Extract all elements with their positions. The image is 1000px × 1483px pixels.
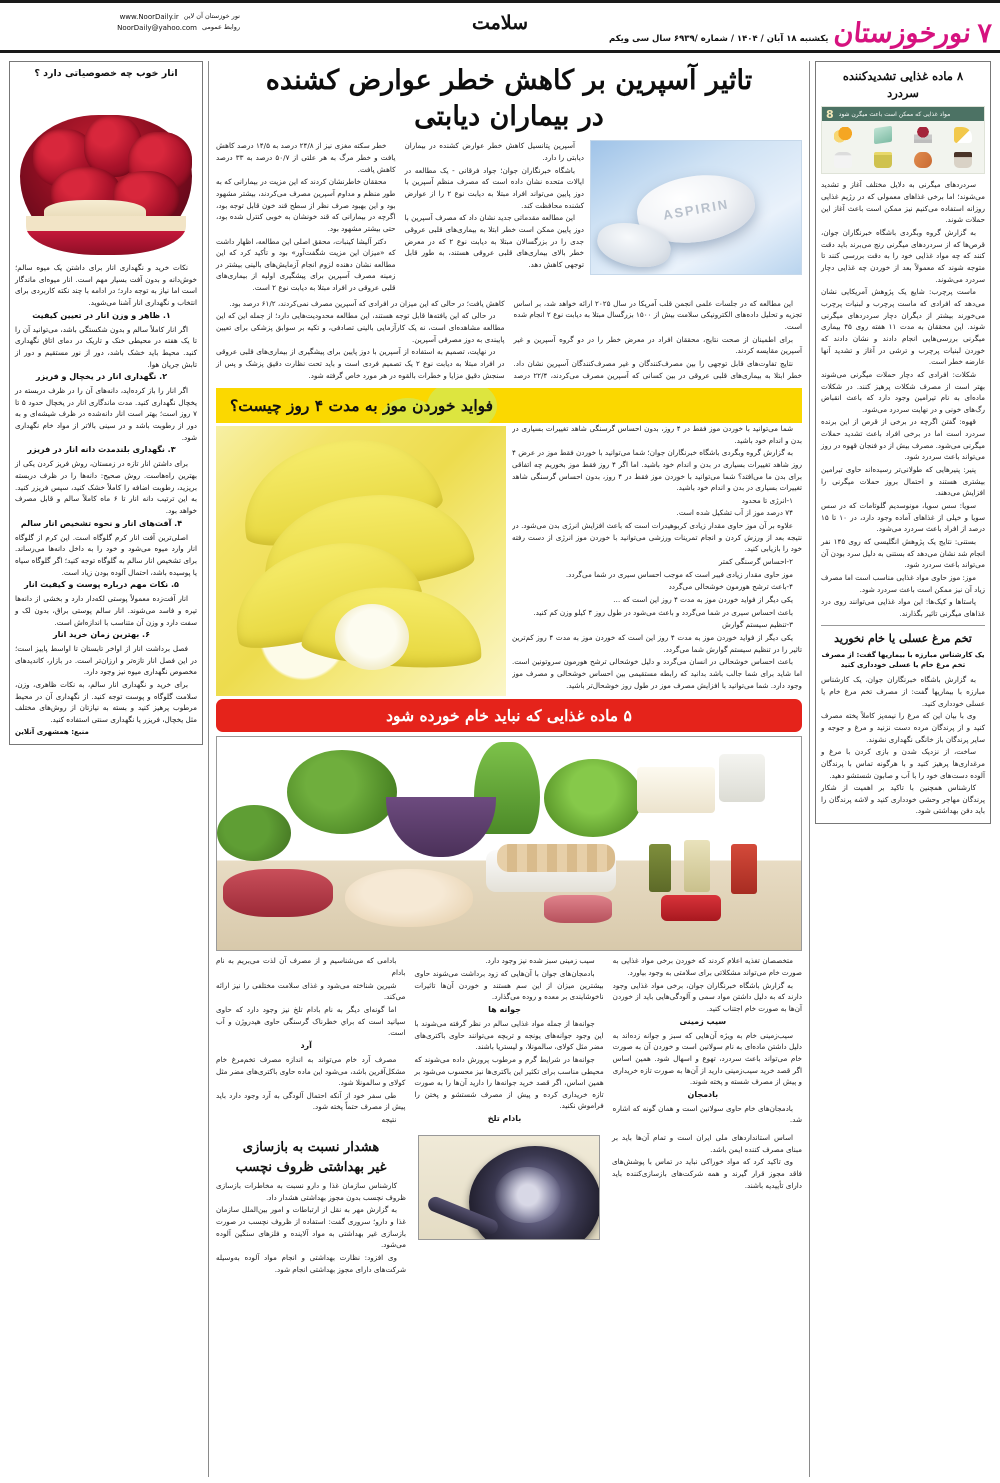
banana-banner xyxy=(216,388,802,423)
section-title: سلامت xyxy=(471,12,529,34)
raw-food-article-body xyxy=(216,955,802,1127)
paragraph: به گزارش باشگاه خبرنگاران جوان، برخی مواد غذایی وجود دارند که به دلیل داشتن مواد سمی و آلودگی‌هایی باید از خوردن آن‌ها به صورت خام اجتناب کنید. xyxy=(612,980,802,1013)
email-address[interactable]: NoorDaily@yahoo.com xyxy=(117,23,197,32)
pan-article-title: هشدار نسبت به بازسازی غیر بهداشتی ظروف نچسب xyxy=(235,1140,387,1175)
cheese-icon xyxy=(954,127,972,143)
subheading: سیب زمینی xyxy=(679,1016,727,1026)
paragraph: سیب زمینی سبز شده نیز وجود دارد. xyxy=(485,956,595,966)
paragraph: ۱-انرژی تا محدود xyxy=(741,495,793,505)
pan-article xyxy=(216,1132,802,1276)
paragraph: مصرف آرد خام می‌تواند به اندازه مصرف تخم‌مرغ خام مشکل‌آفرین باشد، می‌شود این ماده حاوی باکتری‌های مضر مثل کولای و سالمونلا شود. xyxy=(216,1054,406,1088)
subheading: جوانه ها xyxy=(488,1004,521,1014)
paragraph: یکی دیگر از فواید خوردن موز به مدت ۴ روز این است که خوردن موز به مدت ۴ روز کم‌ترین تاثیر را در تنظیم سیستم گوارش شما می‌گردد. xyxy=(512,633,802,654)
paragraph: موز: موز حاوی مواد غذایی مناسب است اما مصرف زیاد آن نیز ممکن است باعث سردرد شود. xyxy=(821,573,985,594)
subheading: ۵. نکات مهم درباره پوست و کیفیت انار xyxy=(24,580,179,590)
paragraph: سویا: سس سویا، مونوسدیم گلوتامات که در سس سویا و خیلی از غذاهای آماده وجود دارد، در ۱۰ تا ۱۵ درصد از افراد باعث سردرد می‌شود. xyxy=(821,501,985,534)
headache-foods-title: ۸ ماده غذایی تشدیدکننده سردرد xyxy=(842,69,964,100)
infographic-number: 8 xyxy=(826,107,834,121)
raw-food-photo xyxy=(216,736,802,951)
chicken-icon xyxy=(345,869,473,927)
page-number: ۷ xyxy=(977,18,992,49)
paragraph: شیرین شناخته می‌شود و غذای سلامت مختلفی را نیز ارائه می‌کند. xyxy=(216,980,406,1002)
pomegranate-article xyxy=(9,61,203,745)
pomegranate-rind-icon xyxy=(26,216,186,255)
icon-cell xyxy=(904,123,943,147)
sausage-icon xyxy=(914,152,932,168)
website-url[interactable]: www.NoorDaily.ir xyxy=(119,13,179,21)
pan-scratch-icon xyxy=(495,1167,561,1223)
subheading: ۶. بهترین زمان خرید انار xyxy=(53,630,150,640)
pan-article-body-right xyxy=(216,1180,406,1275)
paragraph: بستنی: نتایج یک پژوهش انگلیسی که روی ۱۴۵ نفر انجام شد نشان می‌دهد که بستنی به دلیل سرد بودن آن می‌تواند باعث سردرد شود. xyxy=(821,537,985,570)
pan-article-left xyxy=(612,1132,802,1276)
lettuce-icon xyxy=(544,759,642,837)
paragraph: کارشناس همچنین با تاکید بر اهمیت از شکار پرندگان مهاجر وحشی خودداری کنید و لاشه پرندگان را باید دفن بهداشتی شود. xyxy=(821,783,985,816)
banana-article xyxy=(216,423,802,692)
pan-article-body-left xyxy=(612,1132,802,1191)
newspaper-logo-text: نورخوزستان xyxy=(832,18,974,49)
paragraph: یکی دیگر از فواید خوردن موز به مدت ۴ روز این است که … xyxy=(613,595,793,605)
aspirin-article-continued xyxy=(216,298,802,382)
infographic-header xyxy=(822,107,984,121)
banana-article-body xyxy=(512,423,802,692)
paragraph: به گزارش گروه وبگردی باشگاه خبرنگاران جوان، قرص‌ها که از سردردهای میگرنی رنج می‌برند باید دقت کنند که چه مواد غذایی خود را به دقت بررسی کنند تا متوجه شوند که معمولاً بعد از خوردن چه غذایی دچار سردرد می‌شوند. xyxy=(821,227,985,284)
subheading: ۳. نگهداری بلندمدت دانه انار در فریزر xyxy=(27,445,176,455)
paragraph: بادمجان‌های خام حاوی سولانین است و همان گونه که اشاره شد. xyxy=(612,1103,802,1125)
raw-food-banner-text: ۵ ماده غذایی که نباید خام خورده شود xyxy=(386,706,632,726)
paragraph: برای داشتن انار تازه در زمستان، روش فریز کردن یکی از بهترین راه‌هاست. روش صحیح: دانه‌ها را در ظرف دربسته بریزید، رطوبت اضافه را کاملاً خشک کنید، سپس فریزر کنید. به این ترتیب دانه انار تا ۶ ماه کاملاً سالم و قابل مصرف خواهد بود. xyxy=(15,459,197,516)
kale-icon xyxy=(217,805,291,861)
salt-shaker-icon xyxy=(834,152,852,168)
paragraph: قهوه: گفتن اگرچه در برخی از قرص از این برنده سردرد است اما در برخی افراد باعث تشدید حملات میگرنی می‌شود. مصرف بیش از دو فنجان قهوه در روز می‌تواند باعث سردرد شود. xyxy=(821,417,985,462)
paragraph: سیب‌زمینی خام به ویژه آن‌هایی که سبز و جوانه زده‌اند به دلیل داشتن ماده‌ای به نام سولانین است و خوردن آن به صورت خام می‌تواند باعث سردرد، تهوع و اسهال شود. همین اساس اگر قصد خرید سیب‌زمینی دارید از آن‌ها به صورت تازه خریداری و پیش از مصرف شسته و پخته شوند. xyxy=(612,1030,802,1087)
aspirin-photo xyxy=(590,140,802,275)
nonstick-pan-photo xyxy=(418,1135,600,1240)
icon-cell xyxy=(943,123,982,147)
left-sidebar xyxy=(6,61,206,1477)
paragraph: شکلات: افرادی که دچار حملات میگرنی می‌شوند بهتر است از مصرف شکلات پرهیز کنند. در شکلات ماده‌ای به نام تیرامین وجود دارد که باعث انقباض رگ‌های خونی و در نهایت سردرد می‌شود. xyxy=(821,369,985,414)
paragraph: باشگاه خبرنگاران جوان؛ جواد فرقانی - یک مطالعه در ایالات متحده نشان داده است که مصرف منظم آسپرین با دوز پایین می‌تواند افراد مبتلا به دیابت نوع ۲ را از عوارض کشنده محافظت کند. xyxy=(404,165,584,210)
paragraph: در نهایت، تصمیم به استفاده از آسپرین با دوز پایین برای پیشگیری از بیماری‌های قلبی عروقی در افراد مبتلا به دیابت نوع ۲ یک تصمیم فردی است و باید تحت نظارت دقیق پزشک و پس از سنجش دقیق مزایا و خطرات بالقوه در هر مورد خاص گرفته شود. xyxy=(216,347,505,380)
paragraph: فصل برداشت انار از اواخر تابستان تا اواسط پاییز است؛ در این فصل انار تازه‌تر و ارزان‌تر است. در بازار، کاندیدهای مخصوص نگهداری میوه نیز وجود دارد. xyxy=(15,644,197,677)
paragraph: اصلی‌ترین آفت انار کرم گلوگاه است. این کرم از گلوگاه انار وارد میوه می‌شود و خود را به داخل دانه‌ها می‌رساند. برای تشخیص انار سالم به گلوگاه توجه کنید؛ اگر گلوگاه سیاه یا پوسیده باشد، احتمال آلوده بودن زیاد است. xyxy=(15,532,197,577)
subheading: بادمجان xyxy=(687,1089,719,1099)
email-label: روابط عمومی xyxy=(201,22,240,31)
migraine-infographic xyxy=(821,106,985,174)
paragraph: آسپرین پتانسیل کاهش خطر عوارض کشنده در بیماران دیابتی را دارد. xyxy=(404,141,584,162)
website-label: نور خوزستان آن لاین xyxy=(183,12,240,20)
paragraph: برای اطمینان از صحت نتایج، محققان افراد در معرض خطر را در دو گروه آسپرین و غیر آسپرین مقایسه کردند. xyxy=(513,334,802,356)
banana-banner-text: فواید خوردن موز به مدت ۴ روز چیست؟ xyxy=(230,395,494,415)
paragraph: محققان خاطرنشان کردند که این مزیت در بیمارانی که به طور منظم و مداوم آسپرین مصرف می‌کردند، بیشتر مشهود بود و این بهبود صرف نظر از سطح قند خون قابل توجه بود، اگرچه در بیمارانی که قند خونشان به خوبی کنترل شده بود، حتی بیشتر مشهود بود. xyxy=(216,177,396,233)
headache-foods-body xyxy=(821,179,985,619)
aspirin-hero-row xyxy=(216,140,802,294)
icon-cell xyxy=(864,148,903,172)
wine-icon xyxy=(914,127,932,143)
paragraph: پاستاها و کیک‌ها: این مواد غذایی می‌توانند روی درد غذاهای میگرنی تاثیر بگذارند. xyxy=(821,597,985,618)
center-column xyxy=(211,61,807,1477)
masthead-bottom-rule xyxy=(0,50,1000,53)
paragraph: ۷۴ درصد موز از آب تشکیل شده است. xyxy=(676,508,793,518)
paragraph: علاوه بر آن موز حاوی مقدار زیادی کربوهیدرات است که باعث افزایش انرژی بدن می‌شود. در نتیجه بعد از ورزش کردن و انجام تمرینات ورزشی می‌توانید با خوردن موز انرژی از دست رفته خود را بازیابی کنید. xyxy=(512,521,802,554)
paragraph: بادامی که می‌شناسیم و از مصرف آن لذت می‌بریم به نام بادام xyxy=(216,956,406,977)
aspirin-article-body xyxy=(216,140,584,294)
subheading: آرد xyxy=(300,1040,312,1050)
raw-food-banner xyxy=(216,699,802,732)
column-divider xyxy=(208,61,209,1477)
basket-icon xyxy=(386,797,496,857)
paragraph: نتیجه xyxy=(381,1115,397,1125)
egg-article-title: تخم مرغ عسلی یا خام نخورید xyxy=(834,631,972,645)
masthead xyxy=(0,0,1000,54)
paragraph: این مطالعه که در جلسات علمی انجمن قلب آمریکا در سال ۲۰۲۵ ارائه خواهد شد، بر اساس تجزیه و تحلیل داده‌های الکترونیکی سلامت بیش از ۱۵۰۰ بزرگسال مبتلا به دیابت نوع ۲ انجام شده است. xyxy=(513,298,802,332)
icon-cell xyxy=(824,148,863,172)
infographic-icon-grid xyxy=(822,121,984,173)
paragraph: پنیر: پنیرهایی که طولانی‌تر رسیده‌اند حاوی تیرامین بیشتری هستند و احتمال بروز حملات میگرنی را افزایش می‌دهند. xyxy=(821,465,985,498)
pan-article-center xyxy=(414,1132,604,1276)
page-body xyxy=(0,57,1000,1483)
processed-meat-icon xyxy=(874,126,892,145)
paragraph: به گزارش مهر به نقل از ارتباطات و امور بین‌الملل سازمان غذا و دارو؛ سروری گفت: استفاده از ظروف نچسب در صورت بازسازی غیر بهداشتی به مواد آلاینده و فلزهای سنگین آلوده می‌شود. xyxy=(216,1205,406,1250)
subheading: ۴. آفت‌های انار و نحوه تشخیص انار سالم xyxy=(20,518,183,528)
headache-foods-article xyxy=(815,61,991,824)
divider xyxy=(821,625,985,626)
paragraph: نتایج تفاوت‌های قابل توجهی را بین مصرف‌کنندگان و غیر مصرف‌کنندگان آسپرین نشان داد. خطر ابتلا به بیماری‌های قلبی عروقی در بین کسانی که آسپرین مصرف می‌کردند، ۲۲/۴ درصد کاهش یافت؛ در حالی که این میزان در افرادی که آسپرین مصرف نمی‌کردند، ۶۱/۲ درصد بود. xyxy=(229,298,802,380)
paragraph: این مطالعه مقدماتی جدید نشان داد که مصرف آسپرین با دوز پایین ممکن است خطر ابتلا به بیماری‌های قلبی عروقی جدی را در بزرگسالان مبتلا به دیابت نوع ۲ که در معرض خطر بالای بیماری‌های قلبی عروقی هستند، به طور قابل توجهی کاهش دهد. xyxy=(404,213,584,269)
banana-photo xyxy=(216,426,506,696)
banana-cut-end xyxy=(335,604,409,670)
parsley-icon xyxy=(287,750,397,834)
eggs-icon xyxy=(497,844,615,872)
column-divider xyxy=(809,61,810,1477)
pickle-jar-icon xyxy=(649,844,671,892)
pomegranate-source: منبع: همشهری آنلاین xyxy=(15,727,89,736)
paragraph: موز حاوی مقدار زیادی فیبر است که موجب احساس سیری در شما می‌گردد. xyxy=(565,569,793,579)
cheese-block-icon xyxy=(637,767,715,813)
paragraph: به گزارش گروه وبگردی باشگاه خبرنگاران جوان؛ شما می‌توانید با خوردن فقط موز در عرض ۴ روز شاهد تغییرات بسیاری در بدن و اندام خود باشید. اما اگر ۴ روز فقط موز بخوریم چه اتفاقی برای بدن ما می‌افتد؟ شما می‌توانید با خوردن موز فقط در ۴ روز، بدون احساس گرسنگی شاهد تغییرات بسیاری در بدن و اندام خود باشید. xyxy=(512,448,802,493)
main-headline: تاثیر آسپرین بر کاهش خطر عوارض کشنده در بیماران دیابتی xyxy=(265,65,753,132)
paragraph: وی با بیان این که مرغ را نیمه‌پز کاملاً پخته مصرف کنید و از پرندگان مرده دست نزنید و مرغ و جوجه و سایر پرندگان باز خانگی نگهداری نشوند. xyxy=(821,711,985,744)
paragraph: ۳-تنظیم سیستم گوارش xyxy=(722,620,793,630)
icon-cell xyxy=(864,123,903,147)
paragraph: بادمجان‌های جوان با آن‌هایی که زود برداشت می‌شوند حاوی بیشترین میزان از این سم هستند و خوردن آن‌ها تاثیرات ناخوشایندی بر معده و روده می‌گذارد. xyxy=(414,968,604,1002)
infographic-caption: مواد غذایی که ممکن است باعث میگرن شود xyxy=(838,110,951,118)
paragraph: ماست پرچرب: شایع یک پژوهش آمریکایی نشان می‌دهد که افرادی که ماست پرچرب و لبنیات پرچرب می‌خورند بیشتر از دیگران دچار سردردهای میگرنی شوند. این محققان به مدت ۱۱ هفته روی ۴۵ بیماری میگرنی بررسی‌هایی انجام دادند و نشان دادند که خوردن لبنیات پرچرب و ترشی در آغاز و تشدید آنها عارضه خطر است. xyxy=(821,287,985,367)
pomegranate-body xyxy=(15,262,197,738)
icon-cell xyxy=(904,148,943,172)
paragraph: باعث احساس خوشحالی در انسان می‌گردد و دلیل خوشحالی ترشح هورمون سروتونین است. اما شاید برای شما جالب باشد بدانید که رابطه مستقیمی بین احساس خوشحالی و مصرف موز وجود دارد. شما می‌توانید با افزایش مصرف موز در طول روز خوشحال‌تر باشید. xyxy=(512,657,802,690)
subheading: بادام تلخ xyxy=(487,1114,522,1124)
subheading: ۲. نگهداری انار در یخچال و فریزر xyxy=(35,372,168,382)
paragraph: خطر سکته مغزی نیز از ۲۴/۸ درصد به ۱۴/۵ درصد کاهش یافت و خطر مرگ به هر علتی از ۵۰/۷ درصد به ۳۳ درصد کاهش یافت. xyxy=(216,141,396,174)
paragraph: برای خرید و نگهداری انار سالم، به نکات ظاهری، وزن، سلامت گلوگاه و پوست توجه کنید. از نگهداری آن در محیط مرطوب پرهیز کنید و بسته به نیازتان از روش‌های مختلف مثل یخچال، فریزر یا نگهداری سنتی استفاده کنید. xyxy=(15,680,197,725)
raw-meat-icon xyxy=(223,869,333,917)
icon-cell xyxy=(943,148,982,172)
tomato-jar-icon xyxy=(731,844,757,894)
paragraph: جوانه‌ها از جمله مواد غذایی سالم در نظر گرفته می‌شوند با این وجود جوانه‌های یونجه و تربچه می‌توانند حاوی باکتری‌های مضر مثل کولای، سالمونلا، و لیستریا باشند. xyxy=(414,1018,604,1052)
paragraph: اگر انار را باز کرده‌اید، دانه‌های آن را در ظرف دربسته در یخچال نگهداری کنید. مدت ماندگاری انار در یخچال حدود ۵ تا ۷ روز است؛ بهتر است انار دانه‌شده در ظرف شیشه‌ای و به دور از رطوبت باشد و در سینی بالاتر از مواد خام نگهداری شود. xyxy=(15,386,197,442)
paragraph: ۲-احساس گرسنگی کمتر xyxy=(718,557,793,567)
paragraph: وی تاکید کرد که مواد خوراکی نباید در تماس با پوشش‌های فاقد مجوز قرار گیرند و همه شرکت‌های بازسازی‌کننده باید دارای تأییدیه باشند. xyxy=(612,1157,802,1190)
masthead-top-rule xyxy=(0,0,1000,3)
paragraph: شما می‌توانید با خوردن موز فقط در ۴ روز، بدون احساس گرسنگی شاهد تغییرات بسیاری در بدن و اندام خود باشید. xyxy=(512,423,802,445)
egg-article-body xyxy=(821,674,985,817)
steak-icon xyxy=(544,895,612,923)
issue-info: یکشنبه ۱۸ آبان / ۱۴۰۴ / شماره /۶۹۳۹ سال سی ویکم xyxy=(609,33,829,44)
paragraph: اساس استانداردهای ملی ایران است و تمام آن‌ها باید بر مبنای مصرف کننده ایمن باشد. xyxy=(612,1133,802,1154)
paragraph: باعث احساس سیری در شما می‌گردد و باعث می‌شود در طول روز ۴ کیلو وزن کم کنید. xyxy=(533,607,793,617)
chopped-meat-icon xyxy=(661,895,721,921)
paragraph: طی سفر خود از آنکه احتمال آلودگی به آرد وجود دارد باید پیش از مصرف حتماً پخته شود. xyxy=(216,1090,406,1112)
pickle-jar-icon xyxy=(874,152,892,168)
pomegranate-photo xyxy=(15,83,197,258)
coffee-icon xyxy=(954,152,972,168)
paragraph: در حالی که این یافته‌ها قابل توجه هستند، این مطالعه محدودیت‌هایی دارد؛ از جمله این که این مطالعه مشاهده‌ای است، نه یک کارآزمایی بالینی تصادفی، و تکیه بر سوابق پزشکی برای تعیین پایبندی به دوز مصرفی آسپرین. xyxy=(216,311,505,344)
paragraph: ساخت، از نزدیک شدن و بازی کردن با مرغ و مرغداری‌ها پرهیز کنید و با هرگونه تماس با پرندگان آلوده دست‌های خود را با آب و صابون شستشو دهید. xyxy=(821,747,985,780)
paragraph: انار آفت‌زده معمولاً پوستی لکه‌دار دارد و بخشی از دانه‌ها تیره و فاسد می‌شوند. انار سالم پوستی براق، بدون لک و سفت دارد و وزن آن متناسب با اندازه‌اش است. xyxy=(15,594,197,627)
paragraph: جوانه‌ها در شرایط گرم و مرطوب پرورش داده می‌شوند که محیطی مناسب برای تکثیر این باکتری‌ها نیز محسوب می‌شود بر همین اساس، اگر قصد خرید جوانه‌ها را دارید آن‌ها را به صورت تازه خریداری کرده و پیش از مصرف شستشو و پختن را فراموش نکنید. xyxy=(414,1054,604,1111)
contact-block xyxy=(10,12,240,33)
egg-article-lead: یک کارشناس مبارزه با بیماریها گفت: از مصرف تخم مرغ خام یا عسلی خودداری کنید xyxy=(821,650,985,670)
paragraph: وی افزود: نظارت بهداشتی و انجام مواد آلوده به‌وسیله شرکت‌های دارای مجوز بهداشتی انجام شود. xyxy=(216,1252,406,1274)
paragraph: اگر انار کاملاً سالم و بدون شکستگی باشد، می‌توانید آن را تا یک هفته در محیطی خنک و تاریک در دمای اتاق نگهداری کنید. محیط باید خشک باشد، دور از نور مستقیم و دور از تابش جریان هوا. xyxy=(15,324,197,369)
paragraph: کارشناس سازمان غذا و دارو نسبت به مخاطرات بازسازی ظروف نچسب بدون مجوز بهداشتی هشدار داد. xyxy=(216,1181,406,1202)
pomegranate-title: انار خوب چه خصوصیاتی دارد ؟ xyxy=(34,68,178,79)
paragraph: به گزارش باشگاه خبرنگاران جوان، یک کارشناس مبارزه با بیماریها گفت: از مصرف تخم مرغ خام یا عسلی خودداری کنید. xyxy=(821,675,985,708)
paragraph: اما گونه‌ای دیگر به نام بادام تلخ نیز وجود دارد که حاوی سیانید است که براي خطرناک گرسنگی حاوی هیدروژن و آب است. xyxy=(216,1004,406,1038)
right-sidebar xyxy=(812,61,994,1477)
pan-article-right xyxy=(216,1132,406,1276)
jar-icon xyxy=(684,840,710,892)
paragraph: متخصصان تغذیه اعلام کردند که خوردن برخی مواد غذایی به صورت خام می‌تواند مشکلاتی برای سلامتی به وجود بیاورد. xyxy=(612,956,802,977)
paragraph: ۴-باعث ترشح هورمون خوشحالی می‌گردد xyxy=(668,582,793,592)
paragraph: سردردهای میگرنی به دلایل مختلف آغاز و تشدید می‌شوند؛ اما برخی غذاهای معمولی که در رژیم غذایی روزانه استفاده می‌کنیم نیز ممکن است باعث آغاز این حملات شوند. xyxy=(821,180,985,225)
icon-cell xyxy=(824,123,863,147)
paragraph: نکات خرید و نگهداری انار برای داشتن یک میوه سالم؛ خوش‌دانه و بدون آفت بسیار مهم است. انار میوه‌ای ماندگار است اما نیاز به توجه دارد؛ در ادامه با چند نکته کاربردی برای انتخاب و نگهداری انار آشنا می‌شوید. xyxy=(15,263,197,307)
milk-jug-icon xyxy=(719,754,765,802)
citrus-icon xyxy=(834,127,852,143)
paragraph: دکتر آلیشا کینبات، محقق اصلی این مطالعه، اظهار داشت که «میزان این مزیت شگفت‌آور» بود و تأکید کرد که این مطالعه نشان دهنده لزوم انجام آزمایش‌های بالینی بیشتر در زمینه مصرف آسپرین برای پیشگیری اولیه از بیماری‌های قلبی عروقی در افراد مبتلا به دیابت نوع ۲ است. xyxy=(216,236,396,293)
subheading: ۱. ظاهر و وزن انار در تعیین کیفیت xyxy=(32,310,171,320)
